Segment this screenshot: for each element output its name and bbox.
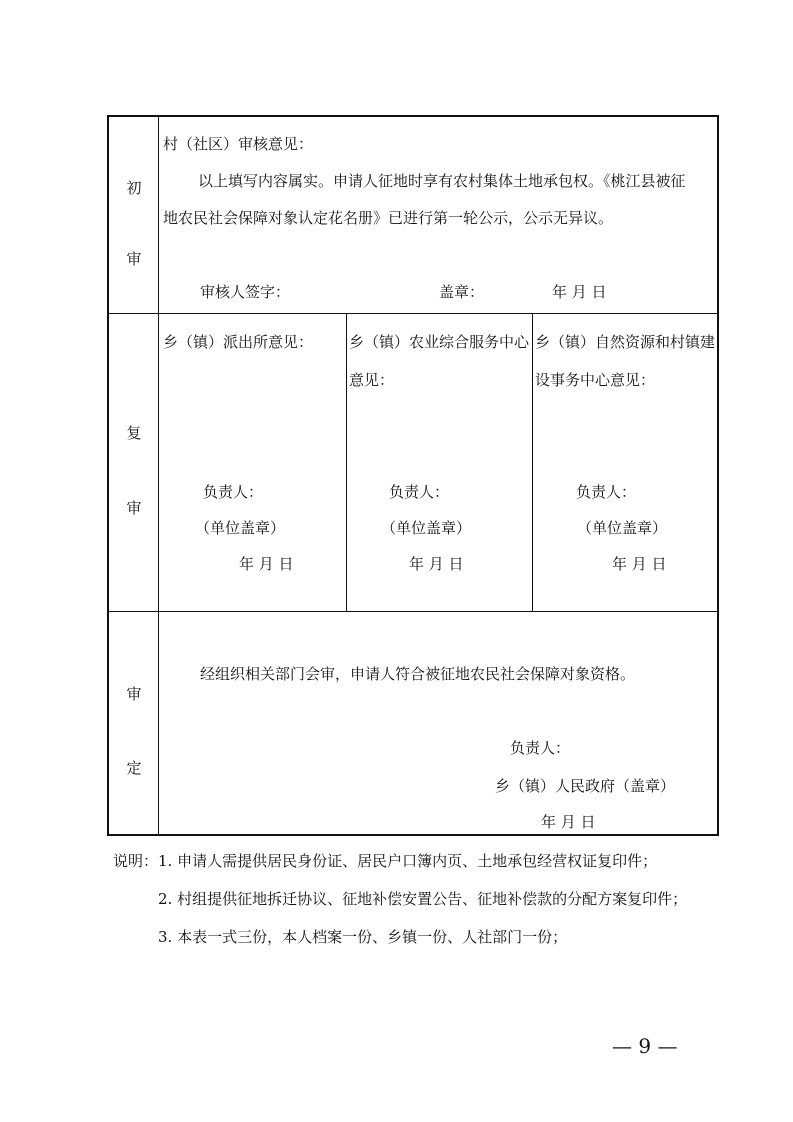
agri-center-responsible: 负责人：: [389, 483, 450, 501]
agri-center-opinion-heading-line2: 意见：: [349, 371, 395, 389]
police-station-unit-stamp: （单位盖章）: [195, 519, 286, 537]
re-review-side-label-top: 复: [126, 424, 142, 442]
resources-center-unit-stamp: （单位盖章）: [577, 519, 668, 537]
final-review-date: 年 月 日: [541, 813, 596, 831]
review-form-table: [107, 115, 719, 836]
resources-center-opinion-heading-line1: 乡（镇）自然资源和村镇建: [535, 333, 716, 351]
police-station-opinion-heading: 乡（镇）派出所意见：: [163, 333, 314, 351]
agri-center-unit-stamp: （单位盖章）: [381, 519, 472, 537]
final-review-side-label-top: 审: [126, 685, 142, 703]
note-item-3: 3. 本表一式三份，本人档案一份、乡镇一份、人社部门一份；: [158, 928, 568, 946]
agri-center-opinion-heading-line1: 乡（镇）农业综合服务中心: [349, 333, 530, 351]
page-number: — 9 —: [612, 1034, 678, 1058]
initial-review-body-line2: 地农民社会保障对象认定花名册》已进行第一轮公示，公示无异议。: [163, 209, 614, 227]
initial-review-body-line1: 以上填写内容属实。申请人征地时享有农村集体土地承包权。《桃江县被征: [198, 172, 686, 190]
township-government-stamp: 乡（镇）人民政府（盖章）: [495, 777, 676, 795]
initial-review-stamp-label: 盖章：: [439, 283, 485, 301]
resources-center-date: 年 月 日: [612, 555, 667, 573]
row-divider-initial: [109, 313, 717, 314]
initial-review-side-label-bottom: 审: [126, 250, 142, 268]
row-divider-re-review: [109, 611, 717, 612]
police-station-date: 年 月 日: [239, 555, 294, 573]
re-review-divider-1: [346, 313, 347, 611]
agri-center-date: 年 月 日: [409, 555, 464, 573]
initial-review-date: 年 月 日: [552, 283, 607, 301]
re-review-side-label-bottom: 审: [126, 499, 142, 517]
final-review-responsible: 负责人：: [510, 739, 571, 757]
final-review-side-label-bottom: 定: [126, 759, 142, 777]
final-review-body: 经组织相关部门会审，申请人符合被征地农民社会保障对象资格。: [200, 665, 636, 683]
initial-review-heading: 村（社区）审核意见：: [163, 135, 314, 153]
initial-review-side-label-top: 初: [126, 179, 142, 197]
police-station-responsible: 负责人：: [203, 483, 264, 501]
side-column-divider: [158, 117, 159, 834]
note-item-1: 1. 申请人需提供居民身份证、居民户口簿内页、土地承包经营权证复印件；: [158, 852, 658, 870]
re-review-divider-2: [532, 313, 533, 611]
notes-label: 说明：: [113, 852, 159, 870]
initial-review-signer-label: 审核人签字：: [200, 283, 291, 301]
resources-center-opinion-heading-line2: 设事务中心意见：: [535, 371, 656, 389]
resources-center-responsible: 负责人：: [576, 483, 637, 501]
note-item-2: 2. 村组提供征地拆迁协议、征地补偿安置公告、征地补偿款的分配方案复印件；: [158, 890, 688, 908]
